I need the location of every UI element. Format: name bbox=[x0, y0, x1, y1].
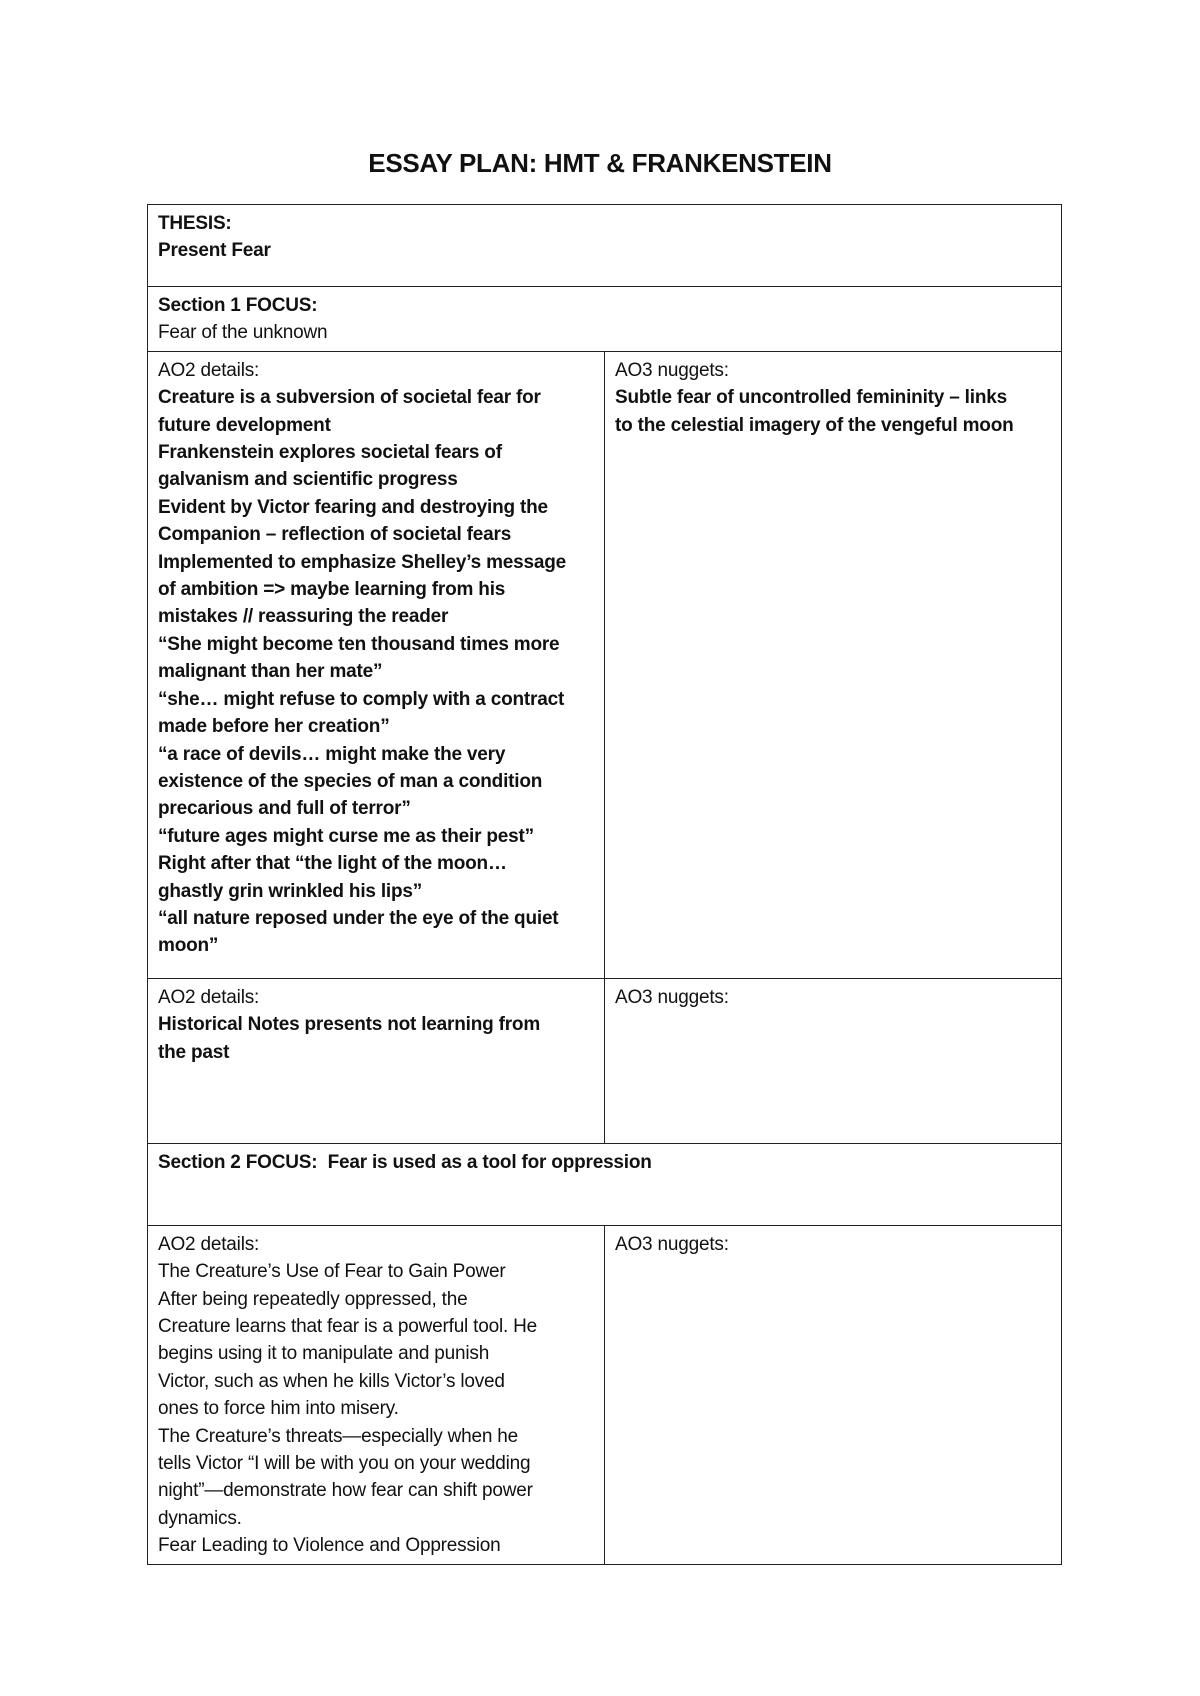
section2-ao3-label: AO3 nuggets: bbox=[615, 1233, 729, 1255]
thesis-label: THESIS: bbox=[158, 213, 232, 234]
section1-row2-ao2-lines bbox=[158, 1011, 594, 1066]
section2-ao3-cell bbox=[605, 1225, 1062, 1564]
text-line: Creature learns that fear is a powerful tool. He bbox=[158, 1316, 538, 1338]
section2-focus-text: Fear is used as a tool for oppression bbox=[327, 1151, 652, 1173]
text-line: made before her creation” bbox=[158, 716, 390, 738]
section1-focus-label: Section 1 FOCUS: bbox=[158, 295, 318, 316]
section2-ao2-cell bbox=[148, 1225, 605, 1564]
section1-detail-row bbox=[148, 351, 1062, 978]
section1-focus-cell bbox=[148, 287, 1062, 352]
text-line: Historical Notes presents not learning from bbox=[158, 1014, 541, 1036]
text-line: Fear Leading to Violence and Oppression bbox=[158, 1535, 501, 1557]
text-line: night”—demonstrate how fear can shift power bbox=[158, 1480, 533, 1502]
text-line: Companion – reflection of societal fears bbox=[158, 524, 512, 546]
thesis-cell bbox=[148, 205, 1062, 287]
text-line: Creature is a subversion of societal fear for bbox=[158, 387, 541, 409]
section1-row2-ao2-cell bbox=[148, 978, 605, 1143]
section1-row2-ao2-label: AO2 details: bbox=[158, 986, 260, 1008]
text-line: dynamics. bbox=[158, 1507, 242, 1529]
page-title: ESSAY PLAN: HMT & FRANKENSTEIN bbox=[368, 148, 832, 178]
text-line: precarious and full of terror” bbox=[158, 798, 411, 820]
section1-ao2-cell bbox=[148, 351, 605, 978]
text-line: Subtle fear of uncontrolled femininity – links bbox=[615, 387, 1007, 409]
text-line: Victor, such as when he kills Victor’s loved bbox=[158, 1370, 505, 1392]
text-line: After being repeatedly oppressed, the bbox=[158, 1288, 468, 1310]
text-line: galvanism and scientific progress bbox=[158, 469, 458, 491]
text-line: mistakes // reassuring the reader bbox=[158, 606, 449, 628]
text-line: Evident by Victor fearing and destroying the bbox=[158, 496, 548, 518]
section2-focus-row bbox=[148, 1143, 1062, 1225]
section1-ao3-lines bbox=[615, 384, 1051, 439]
section1-focus-text: Fear of the unknown bbox=[158, 322, 328, 344]
section1-ao3-label: AO3 nuggets: bbox=[615, 359, 729, 381]
text-line: The Creature’s Use of Fear to Gain Power bbox=[158, 1261, 506, 1283]
text-line: Right after that “the light of the moon… bbox=[158, 853, 507, 875]
text-line: Implemented to emphasize Shelley’s message bbox=[158, 551, 567, 573]
text-line: tells Victor “I will be with you on your wedding bbox=[158, 1453, 531, 1475]
text-line: ghastly grin wrinkled his lips” bbox=[158, 880, 423, 902]
text-line: malignant than her mate” bbox=[158, 661, 383, 683]
text-line: existence of the species of man a condition bbox=[158, 770, 543, 792]
section2-detail-row bbox=[148, 1225, 1062, 1564]
section1-focus-row bbox=[148, 287, 1062, 352]
section2-ao2-label: AO2 details: bbox=[158, 1233, 260, 1255]
text-line: future development bbox=[158, 414, 331, 436]
text-line: “She might become ten thousand times more bbox=[158, 633, 560, 655]
text-line: the past bbox=[158, 1041, 230, 1063]
essay-plan-table bbox=[147, 204, 1062, 1565]
text-line: “a race of devils… might make the very bbox=[158, 743, 506, 765]
section1-ao2-label: AO2 details: bbox=[158, 359, 260, 381]
text-line: The Creature’s threats—especially when he bbox=[158, 1425, 519, 1447]
text-line: Frankenstein explores societal fears of bbox=[158, 442, 502, 464]
text-line: ones to force him into misery. bbox=[158, 1398, 399, 1420]
section2-ao2-lines bbox=[158, 1258, 594, 1559]
section1-ao3-cell bbox=[605, 351, 1062, 978]
text-line: “she… might refuse to comply with a contract bbox=[158, 688, 565, 710]
text-line: begins using it to manipulate and punish bbox=[158, 1343, 490, 1365]
section1-row2-ao3-label: AO3 nuggets: bbox=[615, 986, 729, 1008]
section1-detail-row-2 bbox=[148, 978, 1062, 1143]
text-line: of ambition => maybe learning from his bbox=[158, 579, 506, 601]
section1-ao2-lines bbox=[158, 384, 594, 960]
text-line: to the celestial imagery of the vengeful moon bbox=[615, 414, 1014, 436]
text-line: moon” bbox=[158, 935, 219, 957]
section2-focus-label: Section 2 FOCUS: bbox=[158, 1151, 318, 1173]
text-line: “all nature reposed under the eye of the quiet bbox=[158, 907, 559, 929]
section1-row2-ao3-cell bbox=[605, 978, 1062, 1143]
thesis-row bbox=[148, 205, 1062, 287]
text-line: “future ages might curse me as their pest” bbox=[158, 825, 534, 847]
thesis-text: Present Fear bbox=[158, 240, 271, 262]
section2-focus-cell bbox=[148, 1143, 1062, 1225]
